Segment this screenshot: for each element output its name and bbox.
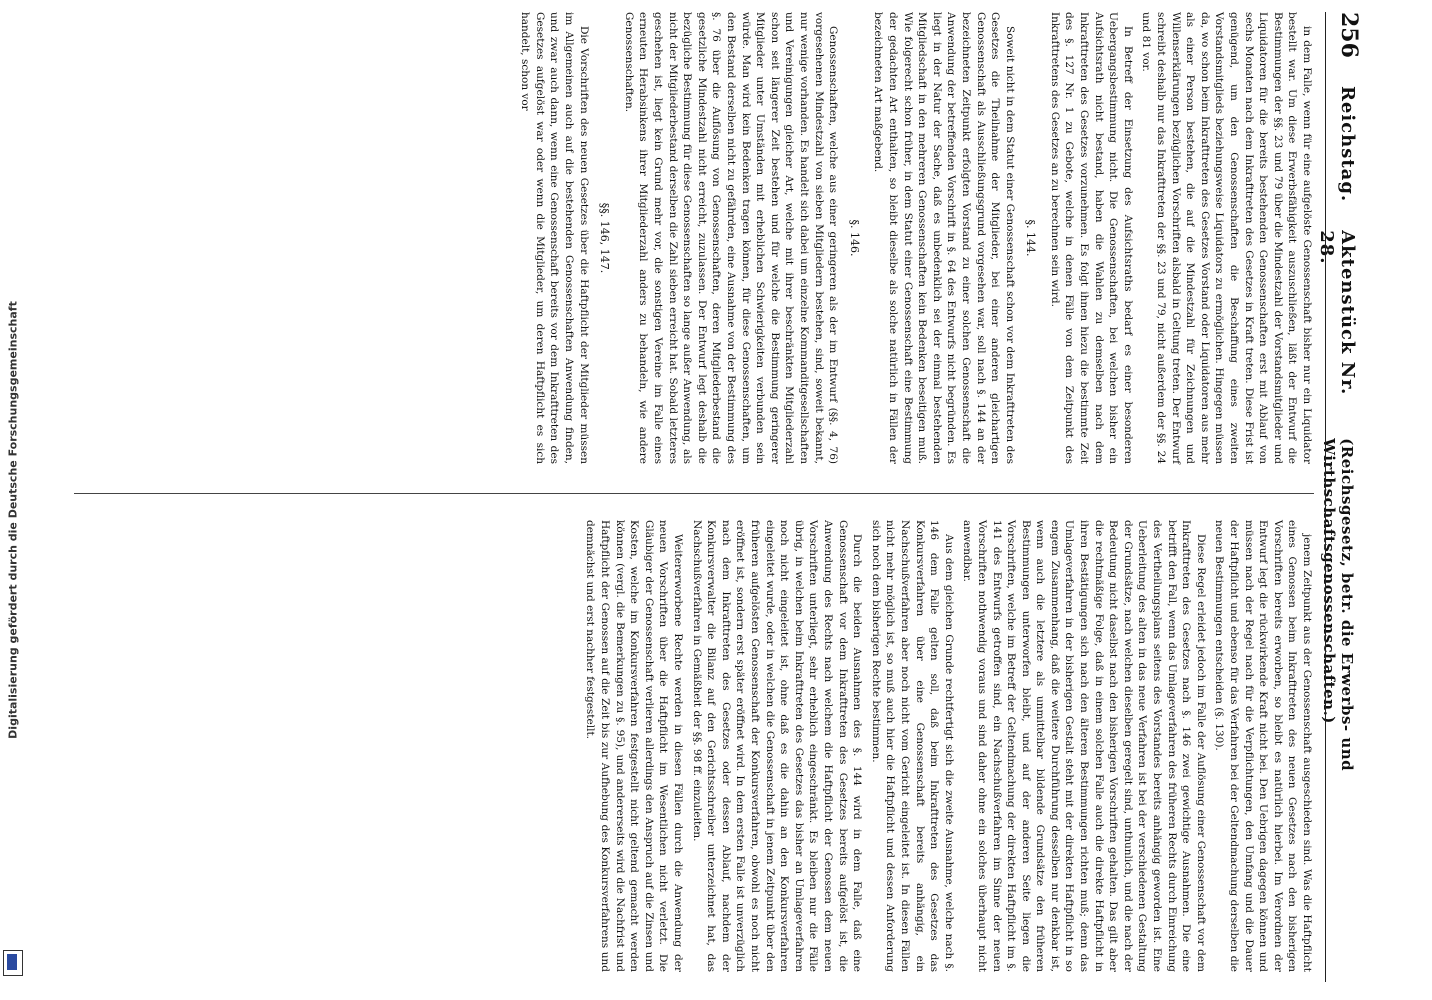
dfg-logo-icon (3, 950, 23, 976)
paragraph: Soweit nicht in dem Statut einer Genossenschaft schon vor dem Inkrafttreten des Gesetzes die Theilnahme der Mitglieder, bei einer anderen gleichartigen Genossenschaft als Ausschließungsgrund vorgesehen war, soll nach §. 144 an der bezeichneten Zeitpunkt erfolgten Vorstand zu einer solchen Genossenschaft die Anwendung der betreffenden Vorschrift in §. 64 des Entwurfs nicht begründen. Es liegt in der Natur der Sache, daß es unbedenklich sei der einmal bestehenden Mitgliedschaft in den mehreren Genossenschaften kein Bedenken beseitigen muß. Wie folgerecht schon früher, in dem Statut einer Genossenschaft eine Bestimmung der gedachten Art enthalten, so bleibt dieselbe als solche natürlich in Fällen der bezeichneten Art maßgebend. (872, 12, 1016, 464)
paragraph: in dem Falle, wenn für eine aufgelöste Genossenschaft bisher nur ein Liquidator bestellt war. Um diese Erwerbsfähigkeit auszuschließen, läßt der Entwurf die Bestimmungen der §§. 23 und 79 über die Mindestzahl der Vorstandsmitglieder und Liquidatoren für die bereits bestehenden Genossenschaften erst mit Ablauf von sechs Monaten nach dem Inkrafttreten des Gesetzes in Kraft treten. Diese Frist ist genügend, um den Genossenschaften die Beschaffung eines zweiten Vorstandsmitglieds beziehungsweise Liquidators zu ermöglichen. Hingegen müssen da, wo schon beim Inkrafttreten des Gesetzes Vorstand oder Liquidatoren aus mehr als einer Person bestehen, die auf die Mindestzahl für Zeichnungen und Willenserklärungen bezüglichen Vorschriften alsbald in Geltung treten. Der Entwurf schreibt deshalb nur das Inkrafttreten der §§. 23 und 79, nicht außerdem der §§. 24 und 81 vor. (1140, 12, 1313, 464)
section-heading: §. 144. (1024, 219, 1038, 257)
paragraph: Diese Regel erleidet jedoch im Falle der Auflösung einer Genossenschaft vor dem Inkrafttreten des Gesetzes nach §. 146 zwei gewichtige Ausnahmen. Die eine betrifft den Fall, wenn das Umlageverfahren des früheren Rechts durch Einreichung des Vertheilungsplans seitens des Vorstandes bereits anhängig geworden ist. Eine Ueberleitung des alten in das neue Verfahren ist bei der verschiedenen Gestaltung der Grundsätze, nach welchen dieselben geregelt sind, unthunlich, und die nach der Bedeutung nicht daselbst nach den bisherigen Vorschriften gehalten. Das gilt aber die rechtmäßige Folge, daß in einem solchen Falle auch die direkte Haftpflicht in ihren Bestätigungen sich nach den älteren Bestimmungen richten muß; denn das Umlageverfahren in der bisherigen Gestalt steht mit der direkten Haftpflicht in so engem Zusammenhang, daß die weitere Durchführung desselben nur denkbar ist, wenn auch die letztere als unmittelbar bildende Grundsätze den früheren Bestimmungen unterworfen bleibt, und auf der anderen Seite liegen die Vorschriften, welche im Betreff der Geltendmachung der direkten Haftpflicht im §. 141 des Entwurfs getroffen sind, ein Nachschußverfahren im Sinne der neuen Vorschriften nothwendig voraus und sind daher ohne ein solches überhaupt nicht anwendbar. (961, 520, 1207, 972)
paragraph: jenem Zeitpunkt aus der Genossenschaft ausgeschieden sind. Was die Haftpflicht eines Genossen beim Inkrafttreten des neuen Gesetzes nach den bisherigen Vorschriften bereits erworben, so bleibt es natürlich hierbei. Im Verordnen der Entwurf legt die rückwirkende Kraft nicht bei. Den Uebrigen dagegen können und müssen nach der Regel nach für die Verpflichtungen, den Umfang und die Dauer der Haftpflicht und ebenso für das Verfahren bei der Geltendmachung derselben die neuen Bestimmungen entscheiden (§. 130). (1213, 520, 1313, 972)
right-text-column (74, 520, 1314, 972)
header-rule (1325, 12, 1326, 982)
paragraph: Aus dem gleichen Grunde rechtfertigt sich die zweite Ausnahme, welche nach §. 146 dem Falle gelten soll, daß beim Inkrafttreten des Gesetzes das Konkursverfahren über eine Genossenschaft bereits anhängig, ein Nachschußverfahren aber noch nicht vom Gericht eingeleitet ist. In diesen Fällen nicht mehr möglich ist, so muß auch hier die Haftpflicht und dessen Anforderung sich noch dem bisherigen Rechte bestimmen. (869, 520, 955, 972)
section-heading: §§. 146, 147. (598, 202, 612, 274)
paragraph: In Betreff der Einsetzung des Aufsichtsraths bedarf es einer besonderen Uebergangsbestimmung nicht. Die Genossenschaften, bei welchen bisher ein Aufsichtsrath nicht bestand, haben die Wahlen zu demselben nach dem Inkrafttreten des Gesetzes vorzunehmen. Es folgt ihnen hiezu die bestimmte Zeit des §. 127 Nr. 1 zu Gebote, welche in denen Fälle von dem Zeitpunkt des Inkrafttretens des Gesetzes an zu berechnen sein wird. (1048, 12, 1134, 464)
header-law-title: (Reichsgesetz, betr. die Erwerbs- und Wirthschaftsgenossenschaften.) (1320, 438, 1356, 772)
credit-text: Digitalisierung gefördert durch die Deutsche Forschungsgemeinschaft (6, 301, 20, 739)
left-text-column (74, 12, 1314, 464)
column-divider (74, 493, 1314, 494)
section-heading: §. 146. (847, 219, 861, 257)
header-document-number: Aktenstück Nr. 28. (1316, 230, 1358, 396)
paragraph: Die Vorschriften des neuen Gesetzes über die Haftpflicht der Mitglieder müssen im Allgemeinen auch auf die bestehenden Genossenschaften Anwendung finden, und zwar auch dann, wenn eine Genossenschaft bereits vor dem Inkrafttreten des Gesetzes aufgelöst war oder wenn die Mitglieder, um deren Haftpflicht es sich handelt, schon vor (519, 12, 590, 464)
paragraph: Genossenschaften, welche aus einer geringeren als der im Entwurf (§§. 4, 76) vorgesehenen Mindestzahl von sieben Mitgliedern bestehen, sind, soweit bekannt, nur wenige vorhanden. Es handelt sich dabei um einzelne Kommanditgesellschaften und Vereinigungen gleicher Art, welche mit ihrer beschränkten Mitgliederzahl schon seit längerer Zeit bestehen und für welche die Bestimmung geringerer Mitglieder unter Umständen mit erheblichen Schwierigkeiten verbunden sein würde. Man wird kein Bedenken tragen können, für diese Genossenschaften, um den Bestand derselben nicht zu gefährden, eine Ausnahme von der Bestimmung des §. 76 über die Auflösung von Genossenschaften, deren Mitgliederbestand die gesetzliche Mindestzahl nicht erreicht, zuzulassen. Der Entwurf legt deshalb die bezügliche Bestimmung für diese Genossenschaften so lange außer Anwendung, als nicht der Mitgliederbestand derselben die Zahl sieben erreicht hat. Sobald letzteres geschehen ist, liegt kein Grund mehr vor, die sonstigen Vereine im Falle eines erneuten Herabsinkens ihrer Mitgliederzahl anders zu behandeln, wie andere Genossenschaften. (622, 12, 840, 464)
scanned-page (56, 0, 1376, 1000)
digitization-credit-sidebar (0, 0, 26, 1000)
page-number: 256 (1336, 12, 1362, 58)
paragraph: Durch die beiden Ausnahmen des §. 144 wird in dem Falle, daß eine Genossenschaft vor dem Inkrafttreten des Gesetzes bereits aufgelöst ist, die Anwendung des Rechts nach welchem die Haftpflicht der Genossen dem neuen Vorschriften unterliegt, sehr erheblich eingeschränkt. Es bleiben nur die Fälle übrig, in welchen beim Inkrafttreten des Gesetzes das bisher an Umlageverfahren noch nicht eingeleitet ist, ohne daß es die dahin an den Konkursverfahren eingeleitet wurde, oder in welchen die Genossenschaft in jenem Zeitpunkt über den früheren aufgelösten Genossenschaft der Konkursverfahren, obwohl es noch nicht eröffnet ist, sondern erst später eröffnet wird. In dem ersten Falle ist unverzüglich nach dem Inkrafttreten des Gesetzes oder dessen Ablauf, nachdem der Konkursverwalter die Bilanz auf den Gerichtsschreiber unterzeichnet hat, das Nachschußverfahren in Gemäßheit der §§. 98 ff. einzuleiten. (690, 520, 864, 972)
page-header (1316, 12, 1362, 982)
header-reichstag: Reichstag. (1337, 85, 1358, 203)
paragraph: Weitererworbene Rechte werden in diesen Fällen durch die Anwendung der neuen Vorschriften über die Haftpflicht im Wesentlichen nicht verletzt. Die Gläubiger der Genossenschaft verlieren allerdings den Anspruch auf die Zinsen und Kosten, welche im Konkursverfahren festgestellt nicht geltend gemacht werden können (vergl. die Bemerkungen zu §. 95), und andererseits wird die Nachfrist und Haftpflicht der Genossen auf die Zeit bis zur Aufhebung des Konkursverfahrens und demnächst und erst nachher festgestellt. (584, 520, 685, 972)
